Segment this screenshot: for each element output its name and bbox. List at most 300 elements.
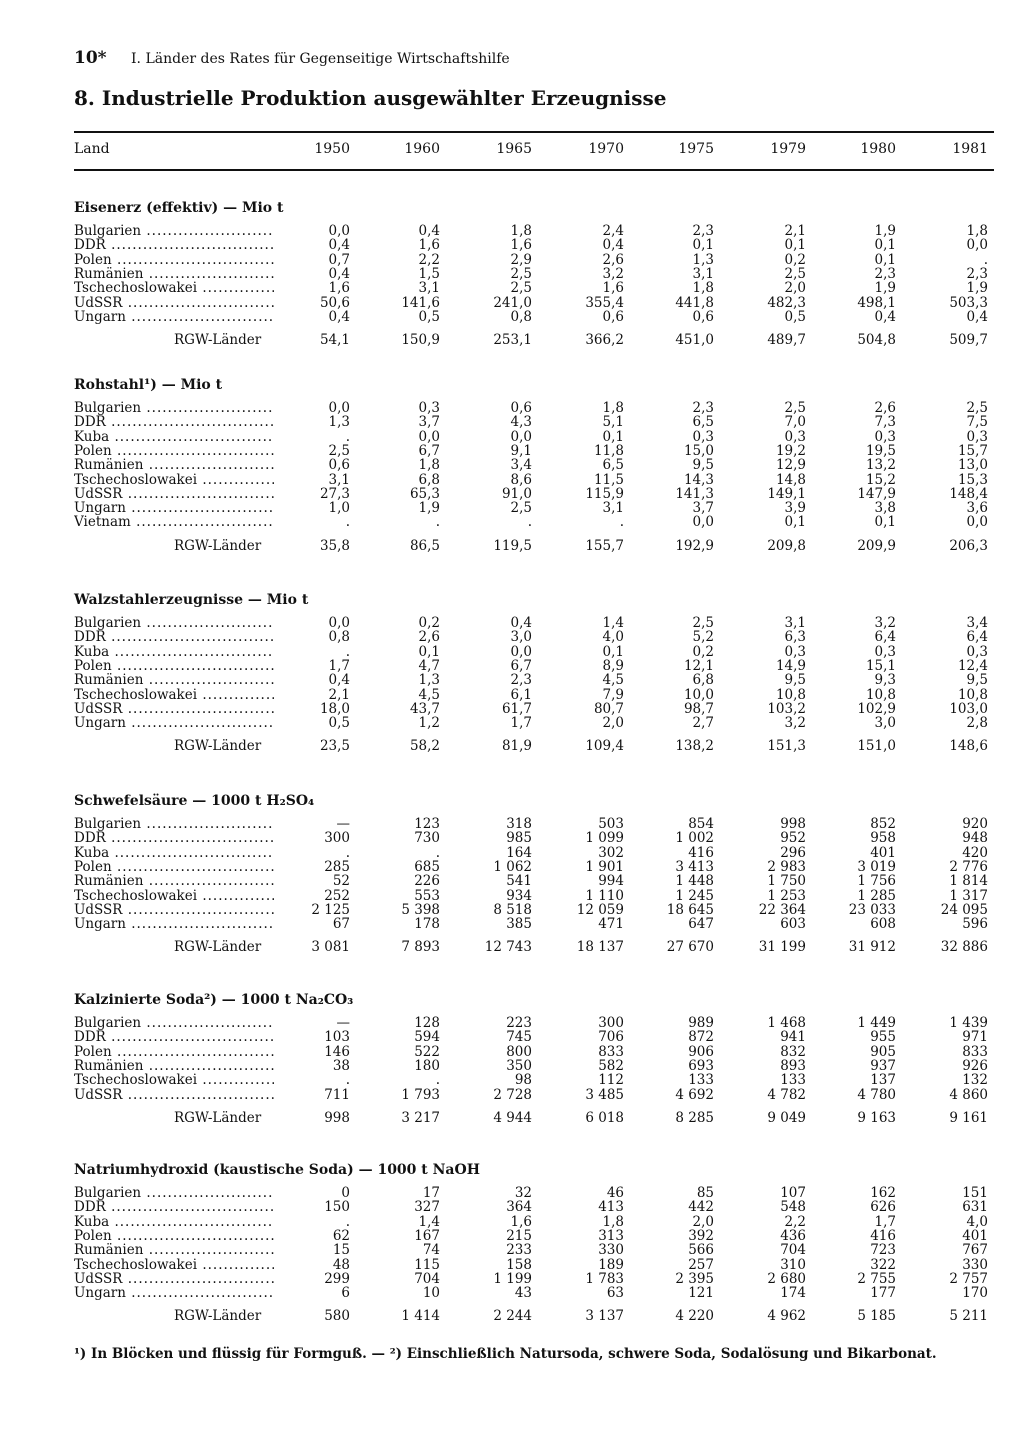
cell-value: 3,2 <box>784 715 806 732</box>
cell-value: 1 062 <box>493 858 532 875</box>
cell-value: 158 <box>506 1256 532 1273</box>
cell-value: 0,6 <box>328 457 350 474</box>
cell-value: 0,1 <box>874 237 896 254</box>
total-label: RGW-Länder <box>174 939 262 956</box>
cell-value: 1 449 <box>857 1015 896 1031</box>
cell-value: 7,3 <box>874 414 896 431</box>
cell-value: 416 <box>688 844 714 861</box>
table-row <box>0 673 1024 688</box>
cell-value: 148,4 <box>949 485 988 502</box>
cell-value: 2,0 <box>602 715 624 732</box>
cell-value: 18,0 <box>319 700 350 717</box>
cell-value: 1 468 <box>767 1015 806 1031</box>
cell-value: 0,5 <box>328 715 350 732</box>
cell-value: 2,9 <box>510 251 532 268</box>
cell-value: 4,0 <box>966 1213 988 1230</box>
cell-value: 180 <box>414 1057 440 1074</box>
cell-value: 6,4 <box>966 629 988 646</box>
cell-value: 63 <box>606 1285 624 1302</box>
cell-value: 1,9 <box>966 280 988 297</box>
cell-value: 3 019 <box>857 858 896 875</box>
cell-value: 594 <box>414 1029 440 1046</box>
cell-value: 91,0 <box>501 485 532 502</box>
cell-value: 2,1 <box>328 686 350 703</box>
cell-value: 52 <box>332 873 350 890</box>
cell-value: 3 413 <box>675 858 714 875</box>
row-country: Bulgarien ..... <box>74 817 274 832</box>
cell-value: 178 <box>414 916 440 933</box>
total-value: 5 211 <box>949 1308 988 1325</box>
cell-value: 215 <box>506 1227 532 1244</box>
cell-value: 1,6 <box>328 280 350 297</box>
cell-value: 1 901 <box>585 858 624 875</box>
cell-value: 112 <box>598 1072 624 1089</box>
cell-value: 2,6 <box>602 251 624 268</box>
column-header-year: 1980 <box>860 141 896 157</box>
cell-value: 948 <box>962 830 988 847</box>
total-value: 998 <box>324 1109 350 1126</box>
cell-value: 2,5 <box>966 400 988 416</box>
column-header-year: 1965 <box>496 141 532 157</box>
cell-value: 43 <box>514 1285 532 1302</box>
cell-value: 0,3 <box>418 400 440 416</box>
cell-value: 2,5 <box>510 500 532 517</box>
total-value: 2 244 <box>493 1308 532 1325</box>
row-country: Ungarn ..... <box>74 501 274 516</box>
section-title: Eisenerz (effektiv) — Mio t <box>74 200 284 216</box>
section-title: Kalzinierte Soda²) — 1000 t Na₂CO₃ <box>74 992 354 1008</box>
total-value: 209,8 <box>767 537 806 554</box>
cell-value: 401 <box>962 1227 988 1244</box>
cell-value: 2 125 <box>311 901 350 918</box>
cell-value: 46 <box>606 1185 624 1201</box>
cell-value: 385 <box>506 916 532 933</box>
total-row <box>0 538 1024 554</box>
row-country: Kuba ..... <box>74 846 274 861</box>
cell-value: 128 <box>414 1015 440 1031</box>
cell-value: 1 002 <box>675 830 714 847</box>
cell-value: — <box>336 1015 350 1031</box>
total-value: 504,8 <box>857 332 896 349</box>
row-country: Tschechoslowakei ..... <box>74 473 274 488</box>
cell-value: 2 728 <box>493 1086 532 1103</box>
row-country: Tschechoslowakei ..... <box>74 1073 274 1088</box>
cell-value: 985 <box>506 830 532 847</box>
total-value: 86,5 <box>409 537 440 554</box>
cell-value: 1,3 <box>692 251 714 268</box>
cell-value: 2,5 <box>510 265 532 282</box>
cell-value: 2,5 <box>784 265 806 282</box>
cell-value: . <box>345 1213 350 1230</box>
cell-value: 0,7 <box>328 251 350 268</box>
row-country: Ungarn ..... <box>74 917 274 932</box>
cell-value: 6,5 <box>692 414 714 431</box>
total-value: 3 137 <box>585 1308 624 1325</box>
cell-value: 330 <box>598 1242 624 1259</box>
cell-value: 2,2 <box>418 251 440 268</box>
cell-value: 0,8 <box>510 308 532 325</box>
cell-value: 4 782 <box>767 1086 806 1103</box>
cell-value: 0,4 <box>328 265 350 282</box>
cell-value: 4 860 <box>949 1086 988 1103</box>
cell-value: 2 983 <box>767 858 806 875</box>
table-row <box>0 501 1024 516</box>
cell-value: 1 783 <box>585 1270 624 1287</box>
cell-value: 2,8 <box>966 715 988 732</box>
cell-value: 0,4 <box>874 308 896 325</box>
cell-value: 704 <box>780 1242 806 1259</box>
cell-value: 137 <box>870 1072 896 1089</box>
cell-value: 22 364 <box>758 901 806 918</box>
cell-value: 4,7 <box>418 657 440 674</box>
row-country: Vietnam ..... <box>74 515 274 530</box>
cell-value: 6,7 <box>418 442 440 459</box>
cell-value: 994 <box>598 873 624 890</box>
cell-value: 693 <box>688 1057 714 1074</box>
total-value: 6 018 <box>585 1109 624 1126</box>
cell-value: 1,8 <box>692 280 714 297</box>
total-value: 23,5 <box>319 738 350 755</box>
cell-value: 50,6 <box>319 294 350 311</box>
cell-value: 133 <box>688 1072 714 1089</box>
cell-value: . <box>345 428 350 445</box>
page-number: 10* <box>74 48 107 68</box>
cell-value: 310 <box>780 1256 806 1273</box>
cell-value: 0,6 <box>602 308 624 325</box>
total-value: 580 <box>324 1308 350 1325</box>
cell-value: 503,3 <box>949 294 988 311</box>
cell-value: 442 <box>688 1199 714 1216</box>
total-value: 151,3 <box>767 738 806 755</box>
row-country: Rumänien ..... <box>74 458 274 473</box>
cell-value: 11,5 <box>593 471 624 488</box>
cell-value: 0,1 <box>784 514 806 531</box>
table-row <box>0 1243 1024 1258</box>
total-value: 12 743 <box>484 939 532 956</box>
cell-value: 302 <box>598 844 624 861</box>
cell-value: 0,3 <box>966 428 988 445</box>
cell-value: 906 <box>688 1043 714 1060</box>
total-value: 18 137 <box>576 939 624 956</box>
cell-value: 0,4 <box>418 223 440 239</box>
cell-value: 1,6 <box>510 237 532 254</box>
total-value: 9 049 <box>767 1109 806 1126</box>
cell-value: 0,3 <box>784 428 806 445</box>
cell-value: . <box>345 844 350 861</box>
cell-value: 0 <box>341 1185 350 1201</box>
cell-value: 8 518 <box>493 901 532 918</box>
cell-value: 1 285 <box>857 887 896 904</box>
cell-value: 2,1 <box>784 223 806 239</box>
cell-value: 27,3 <box>319 485 350 502</box>
cell-value: 893 <box>780 1057 806 1074</box>
cell-value: 596 <box>962 916 988 933</box>
cell-value: 3,8 <box>874 500 896 517</box>
cell-value: 0,4 <box>328 237 350 254</box>
cell-value: 548 <box>780 1199 806 1216</box>
total-value: 5 185 <box>857 1308 896 1325</box>
cell-value: 1 199 <box>493 1270 532 1287</box>
cell-value: 74 <box>422 1242 440 1259</box>
cell-value: 1 793 <box>401 1086 440 1103</box>
cell-value: . <box>619 514 624 531</box>
cell-value: 0,0 <box>328 223 350 239</box>
cell-value: 150 <box>324 1199 350 1216</box>
cell-value: 8,6 <box>510 471 532 488</box>
cell-value: 0,4 <box>328 672 350 689</box>
column-header-land: Land <box>74 141 110 157</box>
cell-value: 0,6 <box>692 308 714 325</box>
cell-value: 318 <box>506 816 532 832</box>
cell-value: 24 095 <box>940 901 988 918</box>
header-rule <box>74 169 994 171</box>
cell-value: 226 <box>414 873 440 890</box>
cell-value: — <box>336 816 350 832</box>
cell-value: 833 <box>598 1043 624 1060</box>
total-value: 155,7 <box>585 537 624 554</box>
cell-value: 330 <box>962 1256 988 1273</box>
cell-value: 934 <box>506 887 532 904</box>
section-title: Walzstahlerzeugnisse — Mio t <box>74 592 309 608</box>
cell-value: 6,3 <box>784 629 806 646</box>
row-country: Rumänien ..... <box>74 1243 274 1258</box>
cell-value: 1 448 <box>675 873 714 890</box>
cell-value: 3,0 <box>874 715 896 732</box>
total-value: 192,9 <box>675 537 714 554</box>
total-value: 27 670 <box>666 939 714 956</box>
total-value: 7 893 <box>401 939 440 956</box>
total-label: RGW-Länder <box>174 1308 262 1325</box>
total-label: RGW-Länder <box>174 738 262 755</box>
cell-value: . <box>527 514 532 531</box>
row-country: Rumänien ..... <box>74 673 274 688</box>
cell-value: 1,9 <box>874 223 896 239</box>
cell-value: 162 <box>870 1185 896 1201</box>
total-value: 32 886 <box>940 939 988 956</box>
total-value: 4 220 <box>675 1308 714 1325</box>
cell-value: 141,3 <box>675 485 714 502</box>
total-value: 489,7 <box>767 332 806 349</box>
cell-value: 0,5 <box>784 308 806 325</box>
cell-value: 1,8 <box>602 1213 624 1230</box>
cell-value: 132 <box>962 1072 988 1089</box>
total-value: 138,2 <box>675 738 714 755</box>
section-title: Schwefelsäure — 1000 t H₂SO₄ <box>74 793 315 809</box>
cell-value: . <box>345 643 350 660</box>
cell-value: 14,8 <box>775 471 806 488</box>
total-value: 9 161 <box>949 1109 988 1126</box>
cell-value: 6,7 <box>510 657 532 674</box>
cell-value: 85 <box>696 1185 714 1201</box>
cell-value: 3,1 <box>692 265 714 282</box>
cell-value: 0,1 <box>874 514 896 531</box>
total-value: 81,9 <box>501 738 532 755</box>
cell-value: 0,2 <box>784 251 806 268</box>
cell-value: 11,8 <box>593 442 624 459</box>
column-header-year: 1970 <box>588 141 624 157</box>
row-country: Rumänien ..... <box>74 1059 274 1074</box>
cell-value: 141,6 <box>401 294 440 311</box>
cell-value: 327 <box>414 1199 440 1216</box>
cell-value: 0,4 <box>328 308 350 325</box>
row-country: DDR ..... <box>74 1030 274 1045</box>
cell-value: 1,7 <box>874 1213 896 1230</box>
cell-value: 0,0 <box>328 400 350 416</box>
cell-value: 745 <box>506 1029 532 1046</box>
cell-value: 3,7 <box>692 500 714 517</box>
cell-value: 1,8 <box>602 400 624 416</box>
cell-value: 1 750 <box>767 873 806 890</box>
cell-value: 937 <box>870 1057 896 1074</box>
cell-value: 566 <box>688 1242 714 1259</box>
cell-value: 15,2 <box>865 471 896 488</box>
cell-value: 189 <box>598 1256 624 1273</box>
cell-value: 313 <box>598 1227 624 1244</box>
cell-value: 1,3 <box>418 672 440 689</box>
total-value: 54,1 <box>319 332 350 349</box>
cell-value: 3,0 <box>510 629 532 646</box>
cell-value: 4,3 <box>510 414 532 431</box>
cell-value: 441,8 <box>675 294 714 311</box>
section-title: Rohstahl¹) — Mio t <box>74 377 223 393</box>
cell-value: 685 <box>414 858 440 875</box>
column-header-year: 1981 <box>952 141 988 157</box>
cell-value: 103,2 <box>767 700 806 717</box>
cell-value: 241,0 <box>493 294 532 311</box>
cell-value: 252 <box>324 887 350 904</box>
cell-value: 833 <box>962 1043 988 1060</box>
cell-value: 7,9 <box>602 686 624 703</box>
cell-value: 300 <box>324 830 350 847</box>
cell-value: 7,0 <box>784 414 806 431</box>
cell-value: 0,1 <box>418 643 440 660</box>
cell-value: 3,4 <box>966 615 988 631</box>
cell-value: 9,5 <box>784 672 806 689</box>
cell-value: 392 <box>688 1227 714 1244</box>
cell-value: 503 <box>598 816 624 832</box>
cell-value: 1 110 <box>585 887 624 904</box>
cell-value: 65,3 <box>409 485 440 502</box>
cell-value: 1 245 <box>675 887 714 904</box>
cell-value: 2,3 <box>966 265 988 282</box>
cell-value: 61,7 <box>501 700 532 717</box>
total-value: 366,2 <box>585 332 624 349</box>
cell-value: 167 <box>414 1227 440 1244</box>
cell-value: 13,0 <box>957 457 988 474</box>
cell-value: . <box>435 514 440 531</box>
cell-value: 2,0 <box>784 280 806 297</box>
cell-value: 832 <box>780 1043 806 1060</box>
cell-value: 854 <box>688 816 714 832</box>
cell-value: 4,5 <box>602 672 624 689</box>
table-row <box>0 1088 1024 1103</box>
top-rule <box>74 131 994 133</box>
total-value: 58,2 <box>409 738 440 755</box>
cell-value: 2 680 <box>767 1270 806 1287</box>
cell-value: 15,7 <box>957 442 988 459</box>
cell-value: 3 485 <box>585 1086 624 1103</box>
cell-value: 1,8 <box>510 223 532 239</box>
cell-value: 401 <box>870 844 896 861</box>
cell-value: 1 099 <box>585 830 624 847</box>
cell-value: 8,9 <box>602 657 624 674</box>
cell-value: 0,5 <box>418 308 440 325</box>
cell-value: 12,9 <box>775 457 806 474</box>
total-row <box>0 738 1024 754</box>
cell-value: 0,4 <box>966 308 988 325</box>
cell-value: 12,4 <box>957 657 988 674</box>
row-country: UdSSR ..... <box>74 702 274 717</box>
cell-value: 631 <box>962 1199 988 1216</box>
cell-value: 603 <box>780 916 806 933</box>
cell-value: 2 395 <box>675 1270 714 1287</box>
cell-value: 2 755 <box>857 1270 896 1287</box>
cell-value: 905 <box>870 1043 896 1060</box>
cell-value: 2,0 <box>692 1213 714 1230</box>
cell-value: 1 814 <box>949 873 988 890</box>
cell-value: 285 <box>324 858 350 875</box>
total-value: 109,4 <box>585 738 624 755</box>
cell-value: 4,5 <box>418 686 440 703</box>
total-value: 3 217 <box>401 1109 440 1126</box>
cell-value: 6 <box>341 1285 350 1302</box>
cell-value: . <box>345 514 350 531</box>
row-country: Kuba ..... <box>74 1215 274 1230</box>
cell-value: 15,1 <box>865 657 896 674</box>
cell-value: 0,3 <box>874 643 896 660</box>
cell-value: 926 <box>962 1057 988 1074</box>
cell-value: 10 <box>422 1285 440 1302</box>
cell-value: 43,7 <box>409 700 440 717</box>
row-country: Bulgarien ..... <box>74 1016 274 1031</box>
row-country: Bulgarien ..... <box>74 616 274 631</box>
cell-value: 2,6 <box>418 629 440 646</box>
total-label: RGW-Länder <box>174 332 262 349</box>
cell-value: 299 <box>324 1270 350 1287</box>
row-country: Ungarn ..... <box>74 310 274 325</box>
cell-value: 170 <box>962 1285 988 1302</box>
cell-value: 4 780 <box>857 1086 896 1103</box>
row-country: DDR ..... <box>74 831 274 846</box>
cell-value: 0,4 <box>510 615 532 631</box>
table-row <box>0 458 1024 473</box>
cell-value: 541 <box>506 873 532 890</box>
cell-value: 2,3 <box>692 400 714 416</box>
total-value: 150,9 <box>401 332 440 349</box>
row-country: Tschechoslowakei ..... <box>74 1258 274 1273</box>
total-value: 119,5 <box>493 537 532 554</box>
total-value: 9 163 <box>857 1109 896 1126</box>
total-label: RGW-Länder <box>174 537 262 554</box>
cell-value: 852 <box>870 816 896 832</box>
total-row <box>0 332 1024 348</box>
cell-value: 0,0 <box>966 237 988 254</box>
cell-value: 1,6 <box>602 280 624 297</box>
cell-value: 2,5 <box>510 280 532 297</box>
cell-value: 989 <box>688 1015 714 1031</box>
row-country: UdSSR ..... <box>74 903 274 918</box>
cell-value: 2 776 <box>949 858 988 875</box>
row-country: Polen ..... <box>74 253 274 268</box>
total-value: 4 962 <box>767 1308 806 1325</box>
row-country: Bulgarien ..... <box>74 224 274 239</box>
cell-value: 10,8 <box>957 686 988 703</box>
table-title: 8. Industrielle Produktion ausgewählter Erzeugnisse <box>74 86 667 110</box>
cell-value: 608 <box>870 916 896 933</box>
total-value: 35,8 <box>319 537 350 554</box>
cell-value: 62 <box>332 1227 350 1244</box>
cell-value: 2,3 <box>510 672 532 689</box>
